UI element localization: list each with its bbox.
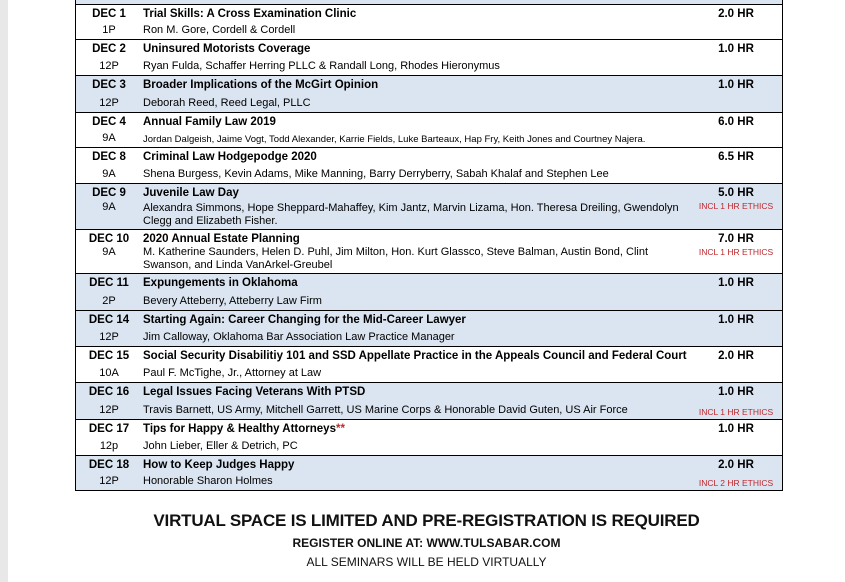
seminar-title: Broader Implications of the McGirt Opinion — [143, 79, 379, 91]
seminar-title-text: Tips for Happy & Healthy Attorneys — [143, 423, 336, 435]
table-row — [76, 40, 782, 76]
seminar-hours: 1.0 HR — [718, 423, 754, 435]
table-row — [76, 420, 782, 456]
seminar-date: DEC 16 — [88, 386, 130, 398]
seminar-title: Expungements in Oklahoma — [143, 277, 298, 289]
seminar-speakers: Alexandra Simmons, Hope Sheppard-Mahaffey, Kim Jantz, Marvin Lizama, Hon. Theresa Dreiling, Gwendolyn Clegg and Elizabeth Fisher. — [143, 202, 679, 227]
seminar-speakers: Ron M. Gore, Cordell & Cordell — [143, 24, 296, 36]
seminar-title — [143, 423, 703, 436]
seminar-time: 12p — [99, 440, 119, 452]
seminar-date: DEC 18 — [88, 459, 130, 471]
ethics-credit-note: INCL 2 HR ETHICS — [698, 478, 774, 488]
seminar-date: DEC 17 — [88, 423, 130, 435]
seminar-title: Annual Family Law 2019 — [143, 116, 276, 128]
seminar-time: 9A — [102, 168, 116, 180]
table-row — [76, 76, 782, 113]
table-row — [76, 230, 782, 274]
table-row — [76, 274, 782, 311]
seminar-title: Starting Again: Career Changing for the Mid-Career Lawyer — [143, 314, 466, 326]
seminar-speakers: Jordan Dalgeish, Jaime Vogt, Todd Alexander, Karrie Fields, Luke Barteaux, Hap Fry, Keith Jones and Courtney Najera. — [143, 134, 646, 145]
seminar-time: 9A — [102, 246, 116, 258]
ethics-credit-note: INCL 1 HR ETHICS — [698, 247, 774, 257]
table-row — [76, 311, 782, 347]
ethics-credit-note: INCL 1 HR ETHICS — [698, 201, 774, 211]
seminar-time: 12P — [99, 60, 119, 72]
seminar-time: 2P — [102, 295, 116, 307]
seminar-date: DEC 10 — [88, 233, 130, 245]
seminar-hours: 2.0 HR — [718, 350, 754, 362]
seminar-hours: 1.0 HR — [718, 79, 754, 91]
seminar-date: DEC 1 — [92, 8, 126, 20]
seminar-speakers: Jim Calloway, Oklahoma Bar Association Law Practice Manager — [143, 331, 455, 343]
seminar-time: 12P — [99, 404, 119, 416]
seminar-speakers: Ryan Fulda, Schaffer Herring PLLC & Randall Long, Rhodes Hieronymus — [143, 60, 500, 72]
seminar-speakers: John Lieber, Eller & Detrich, PC — [143, 440, 298, 452]
seminar-date: DEC 8 — [92, 151, 126, 163]
seminar-date: DEC 2 — [92, 43, 126, 55]
register-online-link[interactable]: REGISTER ONLINE AT: WWW.TULSABAR.COM — [292, 536, 561, 550]
seminar-date: DEC 15 — [88, 350, 130, 362]
seminar-time: 9A — [102, 132, 116, 144]
seminar-date: DEC 3 — [92, 79, 126, 91]
seminar-speakers: Paul F. McTighe, Jr., Attorney at Law — [143, 367, 322, 379]
seminar-time: 10A — [99, 367, 119, 379]
seminar-speakers: Shena Burgess, Kevin Adams, Mike Manning, Barry Derryberry, Sabah Khalaf and Stephen Lee — [143, 168, 609, 180]
table-row — [76, 347, 782, 383]
seminar-title: Juvenile Law Day — [143, 187, 239, 199]
seminar-hours: 2.0 HR — [718, 8, 754, 20]
seminar-hours: 6.0 HR — [718, 116, 754, 128]
seminar-time: 9A — [102, 201, 116, 213]
table-row — [76, 148, 782, 184]
seminar-hours: 1.0 HR — [718, 43, 754, 55]
seminar-hours: 7.0 HR — [718, 233, 754, 245]
seminar-time: 1P — [102, 24, 116, 36]
seminar-date: DEC 9 — [92, 187, 126, 199]
seminar-hours: 2.0 HR — [718, 459, 754, 471]
registration-notice: VIRTUAL SPACE IS LIMITED AND PRE-REGISTRATION IS REQUIRED — [153, 511, 700, 530]
seminar-speakers: Deborah Reed, Reed Legal, PLLC — [143, 97, 311, 109]
seminar-hours: 1.0 HR — [718, 277, 754, 289]
seminar-speakers: M. Katherine Saunders, Helen D. Puhl, Jim Milton, Hon. Kurt Glassco, Steve Balman, Austin Bond, Clint Swanson, and Linda VanArkel-Greubel — [143, 246, 649, 271]
seminar-time: 12P — [99, 97, 119, 109]
virtual-seminars-note: ALL SEMINARS WILL BE HELD VIRTUALLY — [306, 555, 547, 569]
seminar-title: Social Security Disabilitiy 101 and SSD Appellate Practice in the Appeals Council and Federal Court — [143, 350, 687, 362]
table-row — [76, 456, 782, 491]
seminar-title: 2020 Annual Estate Planning — [143, 233, 300, 245]
table-row — [76, 113, 782, 148]
seminar-hours: 1.0 HR — [718, 314, 754, 326]
seminar-speakers: Bevery Atteberry, Atteberry Law Firm — [143, 295, 322, 307]
seminar-schedule-table — [75, 5, 783, 491]
seminar-date: DEC 11 — [89, 277, 129, 289]
seminar-title: Trial Skills: A Cross Examination Clinic — [143, 8, 357, 20]
seminar-title: Legal Issues Facing Veterans With PTSD — [143, 386, 366, 398]
seminar-time: 12P — [99, 331, 119, 343]
table-row — [76, 184, 782, 230]
seminar-hours: 1.0 HR — [718, 386, 754, 398]
seminar-time: 12P — [99, 475, 119, 487]
table-row — [76, 5, 782, 40]
seminar-speakers: Travis Barnett, US Army, Mitchell Garrett, US Marine Corps & Honorable David Guten, US Air Force — [143, 404, 628, 416]
seminar-speakers: Honorable Sharon Holmes — [143, 475, 273, 487]
seminar-title: How to Keep Judges Happy — [143, 459, 295, 471]
table-row — [76, 383, 782, 420]
seminar-hours: 5.0 HR — [718, 187, 754, 199]
seminar-title: Criminal Law Hodgepodge 2020 — [143, 151, 317, 163]
ethics-credit-note: INCL 1 HR ETHICS — [698, 407, 774, 417]
seminar-hours: 6.5 HR — [718, 151, 754, 163]
title-footnote-mark: ** — [335, 423, 345, 435]
seminar-date: DEC 4 — [92, 116, 126, 128]
seminar-date: DEC 14 — [88, 314, 130, 326]
seminar-title: Uninsured Motorists Coverage — [143, 43, 311, 55]
